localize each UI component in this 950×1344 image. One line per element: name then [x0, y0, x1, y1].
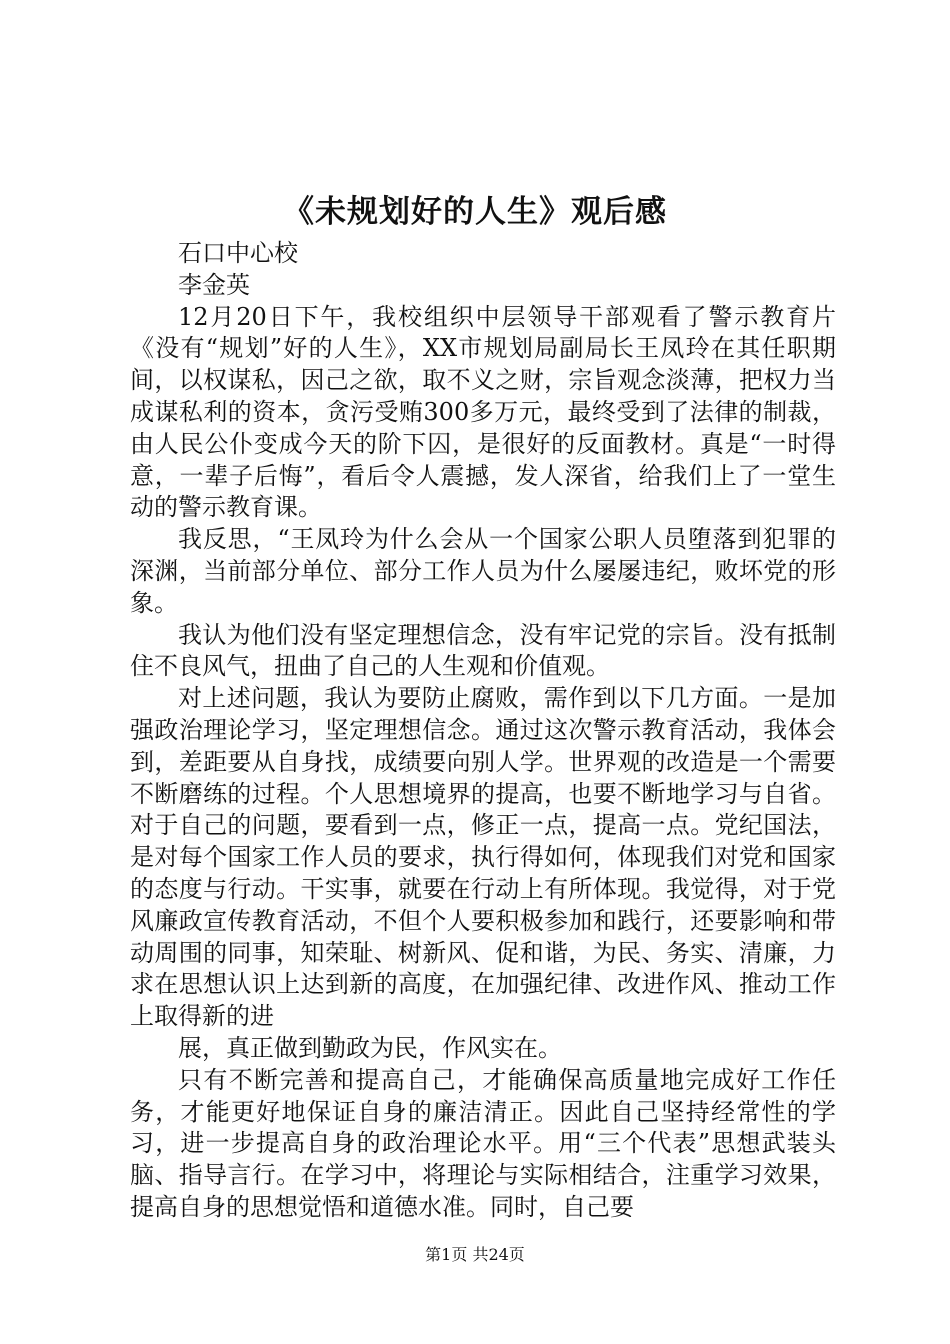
- body-paragraph: 只有不断完善和提高自己，才能确保高质量地完成好工作任务，才能更好地保证自身的廉洁清正。因此自己坚持经常性的学习，进一步提高自身的政治理论水平。用“三个代表”思想武装头脑、指导言行。在学习中，将理论与实际相结合，注重学习效果，提高自身的思想觉悟和道德水准。同时，自己要: [130, 1065, 836, 1221]
- body-paragraph: 展，真正做到勤政为民，作风实在。: [178, 1033, 562, 1062]
- author-school: 石口中心校: [178, 239, 298, 267]
- body-paragraph: 我反思，“王凤玲为什么会从一个国家公职人员堕落到犯罪的深渊，当前部分单位、部分工作人员为什么屡屡违纪，败坏党的形象。: [130, 525, 836, 617]
- author-name: 李金英: [178, 270, 250, 299]
- document-title: 《未规划好的人生》观后感: [283, 194, 667, 230]
- document-body: [130, 238, 836, 1224]
- body-paragraph: 12月20日下午，我校组织中层领导干部观看了警示教育片《没有“规划”好的人生》，XX市规划局副局长王凤玲在其任职期间，以权谋私，因己之欲，取不义之财，宗旨观念淡薄，把权力当成谋私利的资本，贪污受贿300多万元，最终受到了法律的制裁，由人民公仆变成今天的阶下囚，是很好的反面教材。真是“一时得意，一辈子后悔”，看后令人震撼，发人深省，给我们上了一堂生动的警示教育课。: [130, 302, 836, 522]
- page-number-footer: 第1页 共24页: [425, 1245, 525, 1264]
- body-paragraph: 我认为他们没有坚定理想信念，没有牢记党的宗旨。没有抵制住不良风气，扭曲了自己的人生观和价值观。: [130, 620, 836, 681]
- body-paragraph: 对上述问题，我认为要防止腐败，需作到以下几方面。一是加强政治理论学习，坚定理想信念。通过这次警示教育活动，我体会到，差距要从自身找，成绩要向别人学。世界观的改造是一个需要不断磨练的过程。个人思想境界的提高，也要不断地学习与自省。对于自己的问题，要看到一点，修正一点，提高一点。党纪国法，是对每个国家工作人员的要求，执行得如何，体现我们对党和国家的态度与行动。干实事，就要在行动上有所体现。我觉得，对于党风廉政宣传教育活动，不但个人要积极参加和践行，还要影响和带动周围的同事，知荣耻、树新风、促和谐，为民、务实、清廉，力求在思想认识上达到新的高度，在加强纪律、改进作风、推动工作上取得新的进: [130, 684, 836, 1031]
